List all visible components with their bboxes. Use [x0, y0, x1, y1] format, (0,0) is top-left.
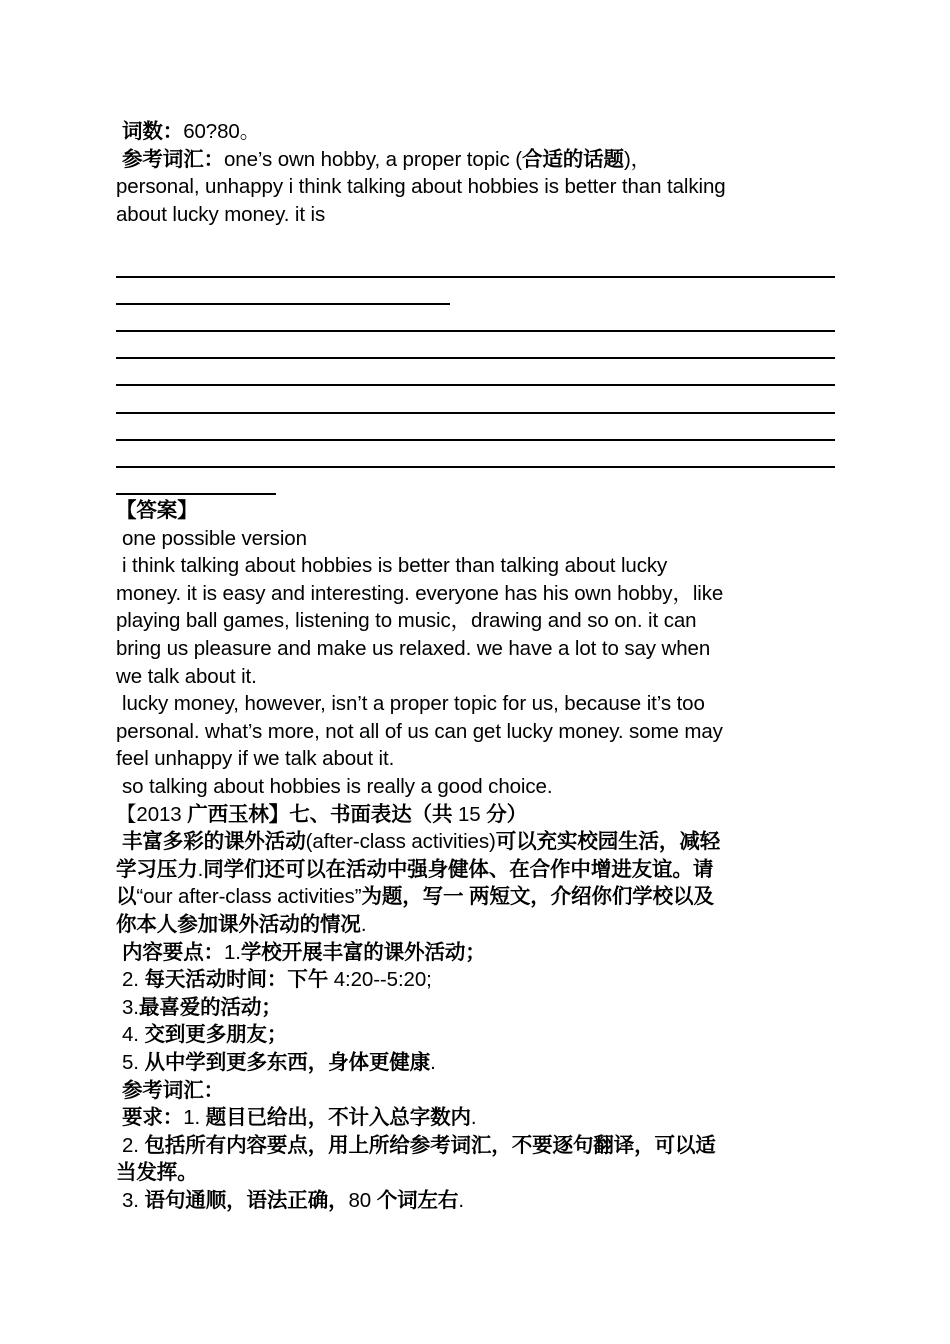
- ref-vocab-text: one’s own hobby, a proper topic (: [224, 147, 522, 171]
- task-paragraph-line: 丰富多彩的课外活动(after-class activities)可以充实校园生活，减轻: [122, 830, 721, 854]
- vocab-label: 参考词汇：: [122, 1078, 224, 1102]
- task-paragraph-line: 学习压力.同学们还可以在活动中强身健体、在合作中增进友谊。请: [116, 857, 714, 881]
- word-count-label: 词数：: [122, 120, 184, 143]
- requirement-line: 3. 语句通顺，语法正确，80 个词左右.: [122, 1188, 464, 1212]
- requirement-line: 当发挥。: [116, 1161, 198, 1185]
- answer-heading: 【答案】: [116, 499, 198, 523]
- answer-blank-line: [116, 472, 838, 499]
- answer-blank-line: [116, 336, 838, 363]
- answer-blank-line: [116, 254, 838, 281]
- requirement-line: 2. 包括所有内容要点，用上所给参考词汇，不要逐句翻译，可以适: [122, 1133, 716, 1157]
- answer-line: playing ball games, listening to music，drawing and so on. it can: [116, 609, 697, 633]
- answer-line: personal. what’s more, not all of us can get lucky money. some may: [116, 719, 723, 743]
- ref-vocab-text-end: )，: [623, 147, 652, 171]
- answer-line: one possible version: [122, 526, 307, 550]
- answer-line: lucky money, however, isn’t a proper topic for us, because it’s too: [122, 692, 705, 716]
- content-point: 2. 每天活动时间：下午 4:20--5:20;: [122, 968, 432, 992]
- prompt-line-3: personal, unhappy i think talking about hobbies is better than talking: [116, 175, 726, 199]
- ref-vocab-label: 参考词汇：: [122, 147, 224, 171]
- answer-line: we talk about it.: [116, 664, 257, 688]
- content-point: 4. 交到更多朋友；: [122, 1023, 288, 1047]
- answer-blank-line: [116, 363, 838, 390]
- answer-blank-line: [116, 390, 838, 417]
- spacer: [116, 228, 838, 254]
- document-page: [116, 118, 838, 1215]
- answer-line: feel unhappy if we talk about it.: [116, 747, 395, 771]
- answer-blank-line: [116, 282, 838, 309]
- word-count-value: 60?80。: [183, 120, 261, 143]
- task-paragraph-line: 你本人参加课外活动的情况.: [116, 912, 367, 936]
- word-count-line: [116, 118, 838, 146]
- task-header: 【2013 广西玉林】七、书面表达（共 15 分）: [116, 802, 528, 826]
- answer-blank-line: [116, 418, 838, 445]
- requirement-line: 要求：1. 题目已给出，不计入总字数内.: [122, 1106, 477, 1130]
- content-point: 3.最喜爱的活动；: [122, 995, 282, 1019]
- answer-line: money. it is easy and interesting. everyone has his own hobby，like: [116, 581, 724, 605]
- ref-vocab-line: [116, 146, 838, 174]
- answer-line: so talking about hobbies is really a good choice.: [122, 775, 553, 798]
- answer-blank-line: [116, 309, 838, 336]
- content-points-line: 内容要点：1.学校开展丰富的课外活动；: [122, 940, 486, 964]
- prompt-line-4: about lucky money. it is: [116, 202, 326, 226]
- answer-blank-line: [116, 445, 838, 472]
- task-paragraph-line: 以“our after-class activities”为题，写一 两短文，介绍你们学校以及: [116, 885, 714, 909]
- answer-line: i think talking about hobbies is better than talking about lucky: [122, 554, 668, 578]
- answer-line: bring us pleasure and make us relaxed. we have a lot to say when: [116, 637, 711, 661]
- content-point: 5. 从中学到更多东西，身体更健康.: [122, 1050, 436, 1074]
- ref-vocab-cn: 合适的话题: [521, 147, 624, 171]
